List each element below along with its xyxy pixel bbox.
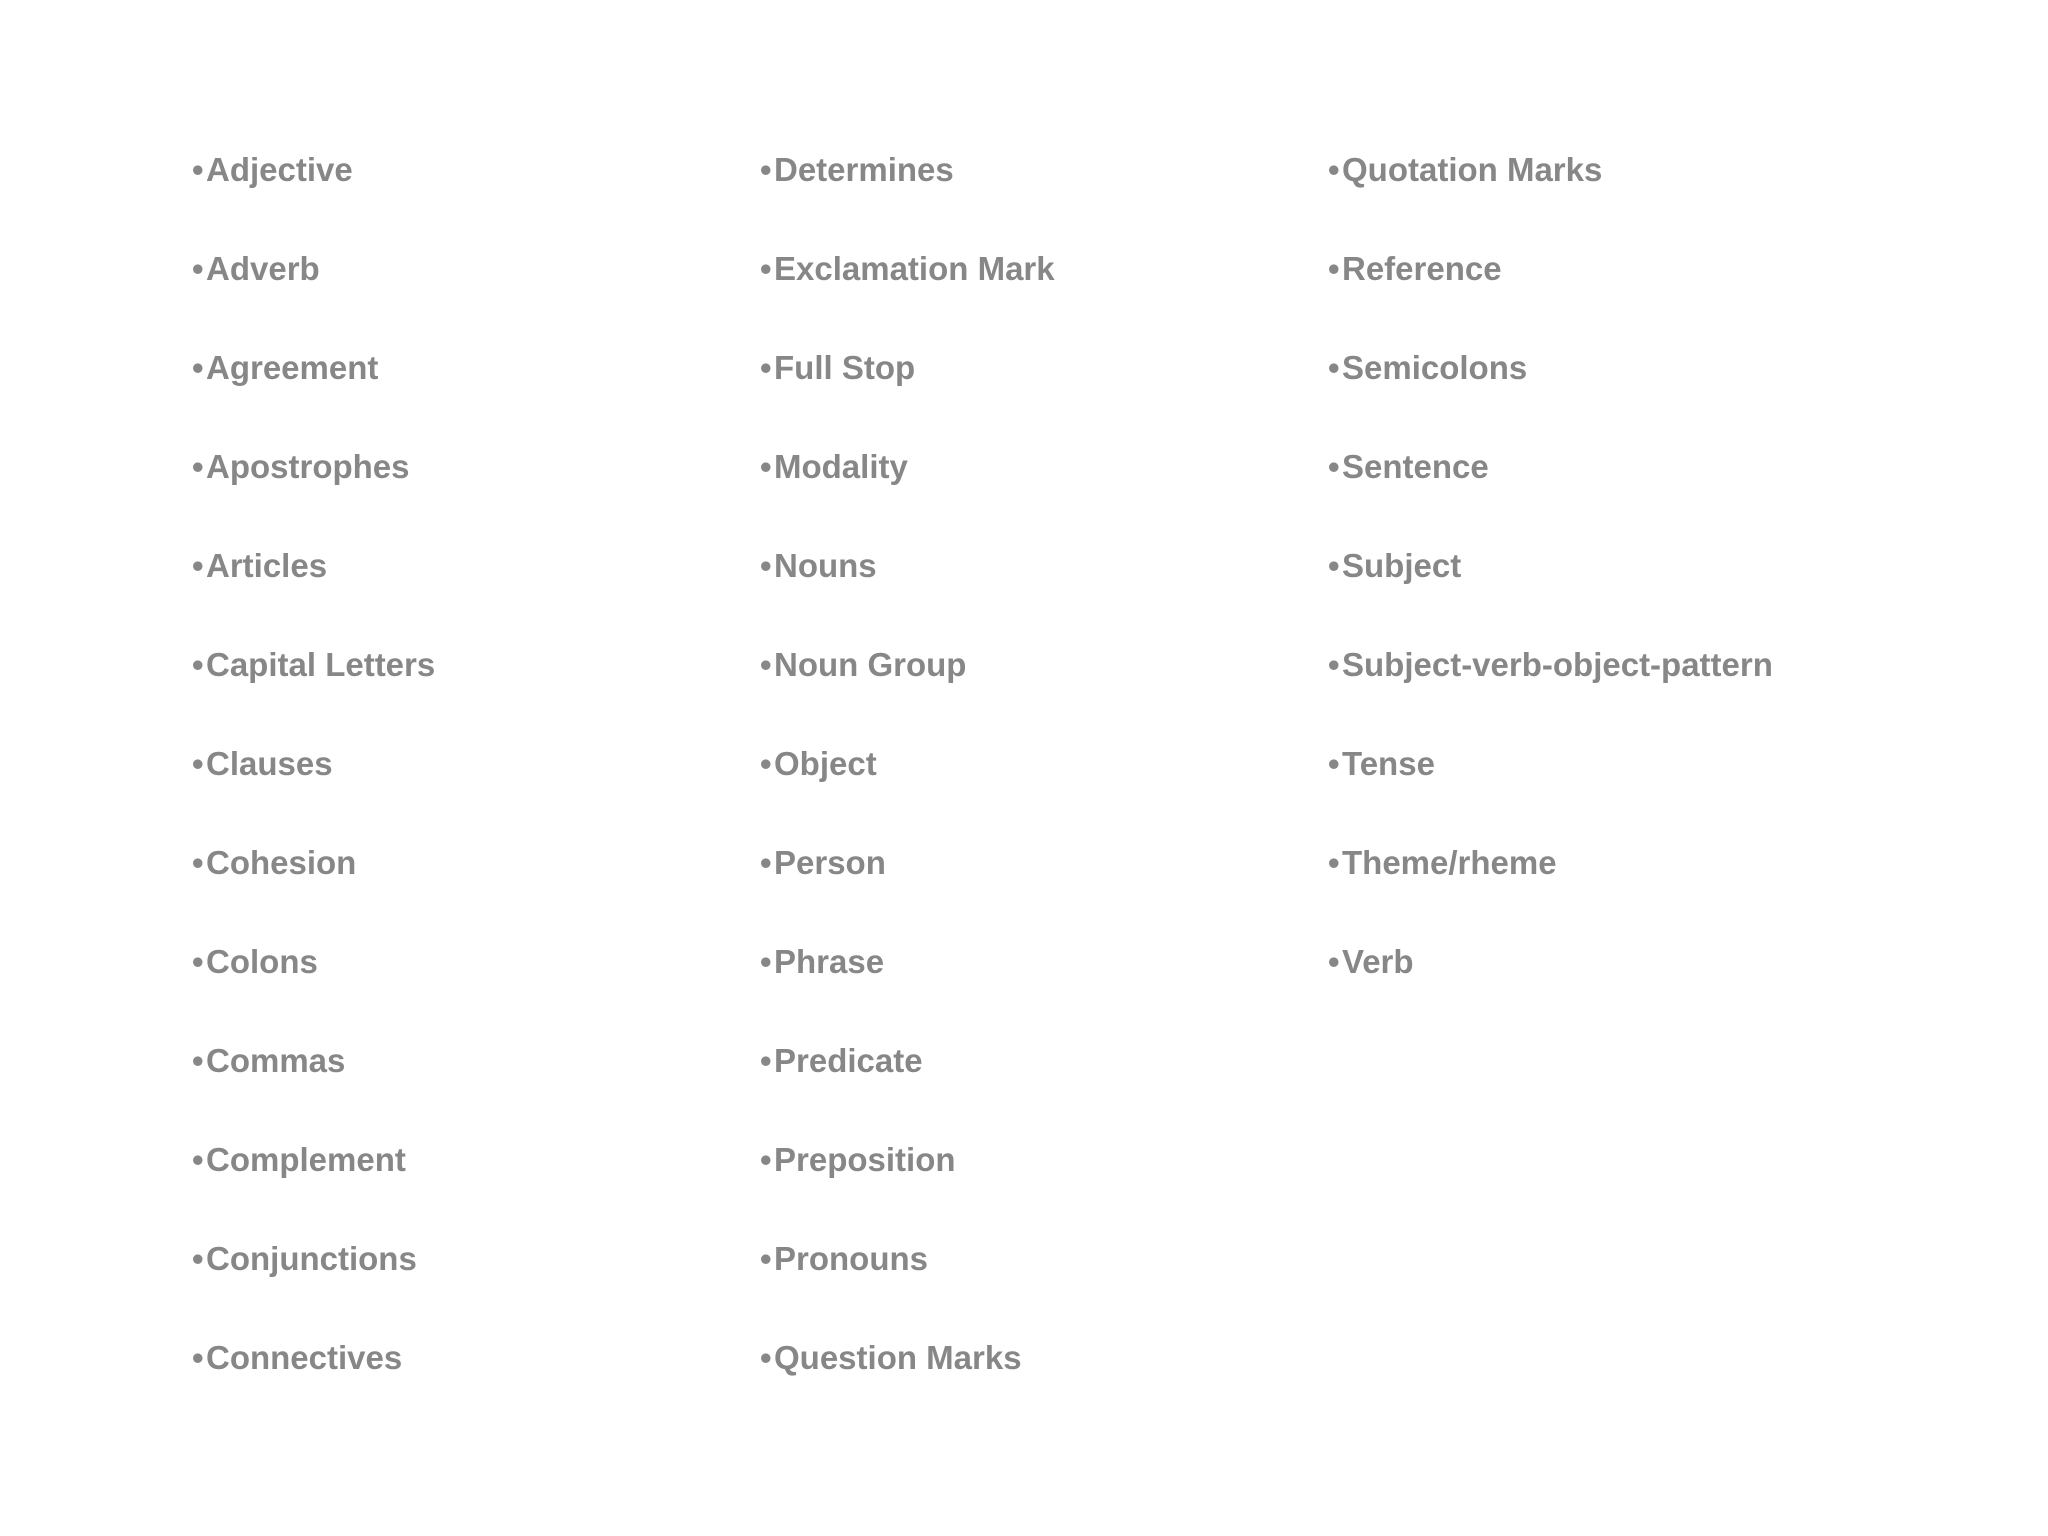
bullet-icon: • bbox=[1328, 547, 1340, 584]
term-label: Preposition bbox=[774, 1141, 956, 1178]
bullet-icon: • bbox=[760, 547, 772, 584]
term-item bbox=[760, 745, 1055, 844]
bullet-icon: • bbox=[1328, 448, 1340, 485]
bullet-icon: • bbox=[760, 151, 772, 188]
bullet-icon: • bbox=[760, 1339, 772, 1376]
bullet-icon: • bbox=[760, 745, 772, 782]
term-label: Apostrophes bbox=[206, 448, 410, 485]
term-label: Colons bbox=[206, 943, 318, 980]
term-label: Quotation Marks bbox=[1342, 151, 1603, 188]
bullet-icon: • bbox=[760, 1240, 772, 1277]
term-label: Phrase bbox=[774, 943, 885, 980]
bullet-icon: • bbox=[192, 646, 204, 683]
term-item bbox=[192, 349, 435, 448]
term-item bbox=[192, 1240, 435, 1339]
bullet-icon: • bbox=[192, 448, 204, 485]
bullet-icon: • bbox=[192, 547, 204, 584]
term-label: Complement bbox=[206, 1141, 406, 1178]
bullet-icon: • bbox=[192, 151, 204, 188]
bullet-icon: • bbox=[760, 943, 772, 980]
term-item bbox=[760, 1042, 1055, 1141]
term-label: Question Marks bbox=[774, 1339, 1022, 1376]
term-label: Adjective bbox=[206, 151, 353, 188]
term-item bbox=[192, 448, 435, 547]
term-item bbox=[1328, 844, 1773, 943]
term-item bbox=[192, 250, 435, 349]
term-column-1 bbox=[192, 151, 435, 1438]
bullet-icon: • bbox=[1328, 250, 1340, 287]
term-label: Agreement bbox=[206, 349, 379, 386]
term-label: Conjunctions bbox=[206, 1240, 417, 1277]
bullet-icon: • bbox=[192, 250, 204, 287]
bullet-icon: • bbox=[760, 250, 772, 287]
bullet-icon: • bbox=[1328, 745, 1340, 782]
term-label: Sentence bbox=[1342, 448, 1489, 485]
term-label: Semicolons bbox=[1342, 349, 1528, 386]
bullet-icon: • bbox=[192, 1339, 204, 1376]
term-label: Determines bbox=[774, 151, 954, 188]
term-label: Nouns bbox=[774, 547, 877, 584]
term-label: Cohesion bbox=[206, 844, 357, 881]
term-label: Modality bbox=[774, 448, 908, 485]
term-column-3 bbox=[1328, 151, 1773, 1042]
bullet-icon: • bbox=[192, 943, 204, 980]
term-label: Full Stop bbox=[774, 349, 916, 386]
term-label: Tense bbox=[1342, 745, 1435, 782]
term-item bbox=[192, 151, 435, 250]
bullet-icon: • bbox=[1328, 349, 1340, 386]
bullet-icon: • bbox=[1328, 943, 1340, 980]
term-label: Verb bbox=[1342, 943, 1414, 980]
term-item bbox=[760, 1141, 1055, 1240]
term-label: Capital Letters bbox=[206, 646, 436, 683]
term-item bbox=[1328, 250, 1773, 349]
term-item bbox=[760, 250, 1055, 349]
term-item bbox=[1328, 745, 1773, 844]
term-label: Theme/rheme bbox=[1342, 844, 1557, 881]
term-label: Pronouns bbox=[774, 1240, 928, 1277]
term-label: Exclamation Mark bbox=[774, 250, 1055, 287]
term-item bbox=[760, 1240, 1055, 1339]
term-item bbox=[192, 1141, 435, 1240]
bullet-icon: • bbox=[192, 1240, 204, 1277]
term-item bbox=[760, 1339, 1055, 1438]
term-label: Connectives bbox=[206, 1339, 403, 1376]
bullet-icon: • bbox=[760, 844, 772, 881]
term-label: Subject-verb-object-pattern bbox=[1342, 646, 1773, 683]
bullet-icon: • bbox=[192, 745, 204, 782]
bullet-icon: • bbox=[192, 1141, 204, 1178]
term-item bbox=[1328, 646, 1773, 745]
bullet-icon: • bbox=[192, 844, 204, 881]
term-column-2 bbox=[760, 151, 1055, 1438]
term-label: Predicate bbox=[774, 1042, 923, 1079]
bullet-icon: • bbox=[760, 448, 772, 485]
bullet-icon: • bbox=[760, 1042, 772, 1079]
term-item bbox=[192, 943, 435, 1042]
term-item bbox=[1328, 349, 1773, 448]
bullet-icon: • bbox=[760, 349, 772, 386]
bullet-icon: • bbox=[760, 646, 772, 683]
bullet-icon: • bbox=[192, 1042, 204, 1079]
term-item bbox=[760, 844, 1055, 943]
term-item bbox=[192, 1042, 435, 1141]
term-item bbox=[760, 349, 1055, 448]
term-label: Subject bbox=[1342, 547, 1462, 584]
term-label: Noun Group bbox=[774, 646, 967, 683]
term-item bbox=[760, 646, 1055, 745]
term-item bbox=[760, 448, 1055, 547]
term-label: Clauses bbox=[206, 745, 333, 782]
term-item bbox=[760, 943, 1055, 1042]
term-item bbox=[1328, 448, 1773, 547]
term-label: Articles bbox=[206, 547, 328, 584]
term-item bbox=[192, 646, 435, 745]
term-item bbox=[192, 844, 435, 943]
term-item bbox=[192, 745, 435, 844]
term-label: Commas bbox=[206, 1042, 346, 1079]
bullet-icon: • bbox=[1328, 646, 1340, 683]
term-item bbox=[192, 1339, 435, 1438]
term-item bbox=[760, 547, 1055, 646]
term-label: Person bbox=[774, 844, 886, 881]
term-label: Object bbox=[774, 745, 877, 782]
bullet-icon: • bbox=[1328, 844, 1340, 881]
term-item bbox=[192, 547, 435, 646]
term-item bbox=[1328, 151, 1773, 250]
term-label: Adverb bbox=[206, 250, 320, 287]
term-item bbox=[760, 151, 1055, 250]
term-item bbox=[1328, 943, 1773, 1042]
term-item bbox=[1328, 547, 1773, 646]
bullet-icon: • bbox=[760, 1141, 772, 1178]
term-label: Reference bbox=[1342, 250, 1502, 287]
bullet-icon: • bbox=[192, 349, 204, 386]
bullet-icon: • bbox=[1328, 151, 1340, 188]
